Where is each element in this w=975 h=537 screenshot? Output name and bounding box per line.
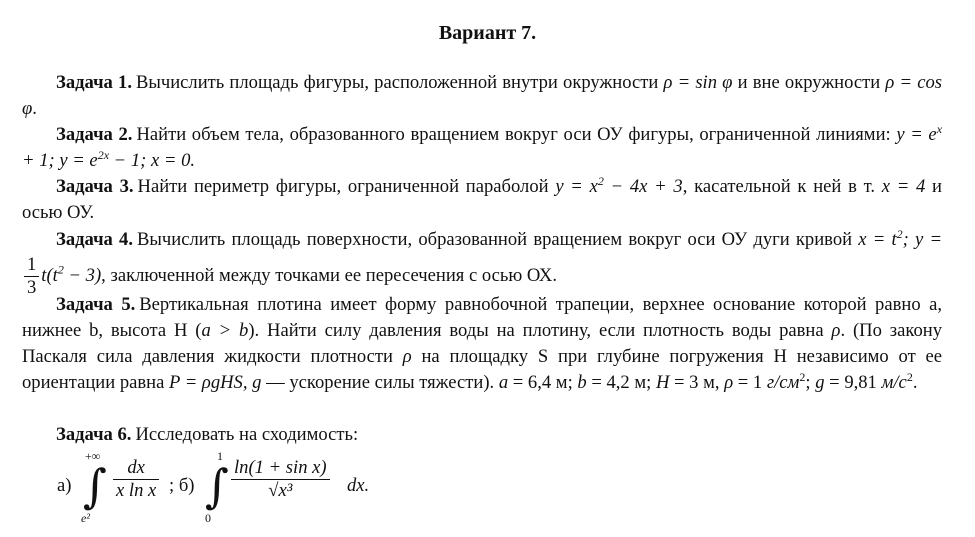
task-6-b-den: √x³ — [268, 480, 293, 501]
task-2-math-1: y = e — [896, 124, 937, 145]
task-6-a-num: dx — [113, 457, 159, 480]
task-5-val-9: = 9,81 — [824, 372, 882, 393]
task-2-sup-2: 2x — [97, 147, 110, 162]
task-6-a-den: x ln x — [116, 480, 157, 501]
task-5-math-8: ρ — [724, 372, 734, 393]
task-2-label: Задача 2. — [56, 124, 133, 145]
task-5-math-3: ρ — [402, 346, 412, 367]
task-3-math-2: − 4x + 3 — [603, 176, 683, 197]
task-4-sup-2: 2 — [57, 262, 64, 277]
task-4-text-a: Вычислить площадь поверхности, образованной вращением вокруг оси ОУ дуги кривой — [137, 229, 859, 250]
task-5-val-5: = 6,4 м; — [508, 372, 578, 393]
task-6-b-lower-limit: 0 — [205, 511, 211, 525]
task-5-math-2: ρ — [831, 320, 841, 341]
task-5-math-5: a — [498, 372, 509, 393]
task-5-unit-9: м/с — [881, 372, 907, 393]
task-5-text-d: на площадку S при глубине погружения H независимо от ее ориентации равна — [22, 346, 942, 393]
task-5-sup-8: 2 — [799, 369, 806, 384]
task-5-math-9: g — [815, 372, 825, 393]
task-6-b-upper-limit: 1 — [217, 449, 223, 463]
task-3 — [22, 174, 942, 226]
task-3-math-1: y = x — [555, 176, 598, 197]
task-4-math-1: x = t — [858, 229, 897, 250]
task-1-text-b: и вне окружности — [732, 72, 886, 93]
task-3-text-c: и осью ОУ. — [22, 176, 942, 223]
task-1 — [22, 70, 942, 122]
task-4-math-2: ; y = — [902, 229, 942, 250]
task-2-sup-1: x — [936, 121, 943, 136]
task-6-b-fraction — [231, 457, 330, 502]
task-5-end: . — [912, 372, 918, 393]
task-5-text-a: Вертикальная плотина имеет форму равнобочной трапеции, верхнее основание которой равно a, нижнее b, высота H ( — [22, 294, 942, 341]
task-1-label: Задача 1. — [56, 72, 132, 93]
task-4-label: Задача 4. — [56, 229, 133, 250]
task-6-integrals — [57, 445, 657, 535]
task-6-a-lower-limit: e² — [81, 511, 90, 525]
task-4-frac-num: 1 — [24, 254, 39, 277]
task-5-math-4: P = ρgHS, g — [169, 372, 262, 393]
task-6-label: Задача 6. — [56, 424, 132, 445]
task-5-val-8: = 1 — [733, 372, 767, 393]
task-4-sup-1: 2 — [896, 226, 903, 241]
task-5-val-7: = 3 м, — [669, 372, 725, 393]
task-5-math-1: a > b — [201, 320, 249, 341]
task-2-text-a: Найти объем тела, образованного вращением вокруг оси ОУ фигуры, ограниченной линиями: — [136, 124, 897, 145]
task-2 — [22, 122, 942, 174]
integral-b-icon: ∫ — [205, 459, 229, 513]
task-5-sup-9: 2 — [906, 369, 913, 384]
task-1-math-b: ρ = cos φ — [22, 72, 942, 119]
task-3-text-b: , касательной к ней в т. — [682, 176, 882, 197]
task-6-b-tail: dx. — [347, 475, 370, 496]
page-title: Вариант 7. — [438, 22, 537, 44]
task-5-math-7: H — [655, 372, 670, 393]
task-5-text-b: ). Найти силу давления воды на плотину, если плотность воды равна — [248, 320, 832, 341]
task-4-frac-den: 3 — [27, 277, 37, 298]
task-4 — [22, 226, 942, 299]
task-2-math-3: − 1; x = 0. — [109, 150, 196, 171]
task-4-math-4: − 3) — [63, 264, 102, 286]
task-3-math-3: x = 4 — [881, 176, 926, 197]
task-1-math-a: ρ = sin φ — [663, 72, 733, 93]
task-6-a-upper-limit: +∞ — [85, 449, 101, 463]
task-3-text-a: Найти периметр фигуры, ограниченной параболой — [137, 176, 556, 197]
task-6-b-num: ln(1 + sin x) — [231, 457, 330, 480]
task-5-text-c: . (По закону Паскаля сила давления жидкости плотности — [22, 320, 942, 367]
task-5-math-6: b — [577, 372, 587, 393]
task-3-sup-1: 2 — [597, 173, 604, 188]
task-6-text-a: Исследовать на сходимость: — [135, 424, 359, 445]
task-4-math-3: t(t — [41, 264, 58, 286]
task-2-math-2: + 1; y = e — [22, 150, 98, 171]
task-4-text-b: , заключенной между точками ее пересечения с осью ОХ. — [101, 264, 557, 286]
task-1-text-a: Вычислить площадь фигуры, расположенной внутри окружности — [135, 72, 664, 93]
task-6-sep: ; б) — [169, 475, 195, 496]
task-6-a-label: а) — [57, 475, 72, 496]
task-5 — [22, 292, 942, 396]
task-1-text-c: . — [32, 98, 37, 119]
task-5-label: Задача 5. — [56, 294, 136, 315]
task-5-text-e: — ускорение силы тяжести). — [261, 372, 499, 393]
task-6-a-fraction — [113, 457, 159, 502]
task-5-unit-8: г/см — [766, 372, 800, 393]
task-5-val-6: = 4,2 м; — [586, 372, 656, 393]
integral-a-icon: ∫ — [83, 459, 107, 513]
task-3-label: Задача 3. — [56, 176, 134, 197]
task-5-sep-9: ; — [805, 372, 816, 393]
